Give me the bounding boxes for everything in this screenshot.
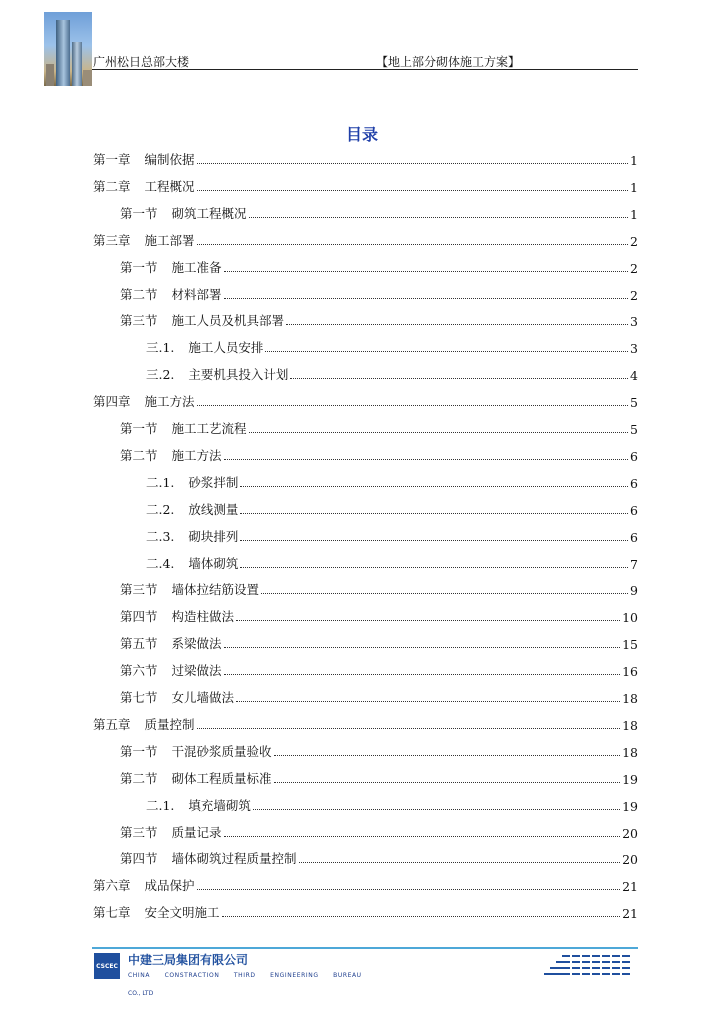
toc-dot-leader (197, 888, 621, 890)
header-divider (92, 69, 638, 70)
toc-dot-leader (274, 781, 621, 783)
toc-entry-number: 第四节 (120, 609, 158, 625)
toc-entry-page: 6 (630, 475, 638, 491)
toc-entry-label (146, 338, 263, 356)
toc-entry-label (120, 849, 297, 867)
toc-dot-leader (236, 619, 620, 621)
toc-entry-page: 18 (622, 691, 638, 706)
toc-entry-label (120, 204, 247, 222)
toc-entry[interactable] (93, 223, 638, 249)
toc-dot-leader (274, 754, 621, 756)
toc-entry-number: 二.1. (146, 797, 175, 813)
toc-entry-label (120, 661, 222, 679)
toc-dot-leader (197, 162, 629, 164)
toc-entry[interactable] (93, 169, 638, 195)
toc-dot-leader (197, 727, 621, 729)
toc-entry-number: 第一节 (120, 421, 158, 436)
toc-entry-title: 质量控制 (144, 716, 195, 732)
toc-entry[interactable] (120, 734, 638, 760)
toc-entry[interactable] (93, 868, 638, 894)
toc-entry-number: 第六章 (93, 878, 131, 894)
toc-entry[interactable] (120, 761, 638, 787)
toc-entry[interactable] (120, 196, 638, 222)
toc-entry-page: 3 (630, 314, 638, 330)
toc-entry-label (93, 150, 195, 168)
toc-entry-title: 施工部署 (144, 232, 195, 248)
toc-entry-number: 二.4. (146, 555, 175, 571)
toc-entry[interactable] (120, 680, 638, 706)
toc-entry-label (146, 796, 251, 814)
toc-entry-number: 三.1. (146, 340, 175, 356)
toc-entry-page: 6 (630, 529, 638, 545)
toc-dot-leader (240, 512, 628, 514)
toc-entry[interactable] (120, 303, 638, 329)
toc-entry-number: 第三章 (93, 232, 131, 248)
toc-entry-page: 21 (622, 906, 638, 922)
toc-entry-title: 墙体砌筑 (188, 555, 239, 571)
toc-entry-label (120, 607, 234, 625)
toc-entry-number: 第七章 (93, 905, 131, 921)
toc-entry-page: 19 (622, 798, 638, 814)
toc-entry[interactable] (146, 546, 638, 572)
toc-entry-title: 材料部署 (171, 286, 222, 302)
toc-entry-page: 9 (630, 583, 638, 599)
toc-entry-title: 施工方法 (171, 447, 222, 463)
toc-dot-leader (265, 350, 628, 352)
toc-entry-label (120, 742, 272, 760)
toc-entry[interactable] (93, 142, 638, 168)
toc-entry-title: 砂浆拌制 (188, 474, 239, 490)
toc-dot-leader (261, 592, 628, 594)
toc-entry-title: 工程概况 (144, 178, 195, 194)
toc-entry-page: 2 (630, 287, 638, 303)
toc-entry-number: 第四节 (120, 851, 158, 867)
toc-entry-number: 第五节 (120, 636, 158, 652)
company-name-en-suffix: CO., LTD (128, 990, 154, 997)
toc-entry-label (120, 258, 222, 276)
company-logo-text: CSCEC (96, 962, 118, 970)
toc-entry-page: 4 (630, 368, 638, 384)
toc-entry-title: 干混砂浆质量验收 (171, 743, 272, 759)
document-title: 【地上部分砌体施工方案】 (376, 55, 521, 69)
toc-entry-label (120, 285, 222, 303)
toc-entry-label (120, 769, 272, 787)
toc-dot-leader (290, 377, 628, 379)
toc-entry-label (120, 446, 222, 464)
toc-dot-leader (253, 808, 620, 810)
toc-entry-label (93, 715, 195, 733)
toc-entry-title: 女儿墙做法 (171, 690, 235, 705)
toc-dot-leader (224, 835, 621, 837)
toc-entry-number: 第二节 (120, 770, 158, 786)
toc-entry-label (93, 392, 195, 410)
toc-entry-label (146, 527, 238, 545)
toc-entry-page: 18 (622, 744, 638, 760)
toc-dot-leader (249, 431, 629, 433)
toc-entry[interactable] (120, 438, 638, 464)
toc-entry-title: 构造柱做法 (171, 609, 235, 625)
toc-entry-title: 施工方法 (144, 394, 195, 410)
toc-entry-title: 系梁做法 (171, 636, 222, 652)
toc-dot-leader (224, 297, 629, 299)
toc-entry-page: 16 (622, 664, 638, 680)
toc-entry-title: 编制依据 (144, 152, 195, 167)
toc-entry-title: 填充墙砌筑 (188, 797, 251, 813)
toc-dot-leader (286, 323, 628, 325)
toc-entry[interactable] (120, 250, 638, 276)
toc-entry-title: 成品保护 (144, 878, 195, 894)
toc-entry-page: 7 (630, 556, 638, 572)
toc-entry-title: 过梁做法 (171, 663, 222, 679)
toc-entry-label (93, 231, 195, 249)
toc-entry-label (93, 876, 195, 894)
toc-entry-page: 18 (622, 717, 638, 733)
toc-entry-number: 第二节 (120, 286, 158, 302)
toc-entry-label (120, 634, 222, 652)
toc-entry[interactable] (120, 277, 638, 303)
toc-entry-number: 第四章 (93, 394, 131, 410)
page-header (0, 0, 724, 90)
toc-dot-leader (224, 458, 629, 460)
toc-entry-title: 施工准备 (171, 259, 222, 275)
toc-entry[interactable] (120, 626, 638, 652)
toc-entry-title: 砌块排列 (188, 528, 239, 544)
toc-entry[interactable] (120, 599, 638, 625)
toc-entry-label (120, 311, 284, 329)
project-name: 广州松日总部大楼 (93, 55, 190, 69)
toc-entry-page: 2 (630, 260, 638, 276)
toc-entry[interactable] (120, 411, 638, 437)
toc-entry[interactable] (146, 492, 638, 518)
toc-entry-label (93, 903, 220, 921)
toc-dot-leader (249, 216, 629, 218)
toc-entry[interactable] (120, 815, 638, 841)
toc-entry-number: 第七节 (120, 690, 158, 705)
toc-entry-number: 二.2. (146, 501, 175, 517)
toc-entry[interactable] (146, 788, 638, 814)
toc-entry-number: 第二章 (93, 178, 131, 194)
company-logo (94, 953, 120, 979)
toc-entry[interactable] (93, 895, 638, 921)
toc-entry-number: 第一节 (120, 205, 158, 221)
toc-entry-number: 第六节 (120, 663, 158, 679)
toc-dot-leader (224, 270, 629, 272)
toc-dot-leader (240, 539, 628, 541)
toc-dot-leader (197, 189, 629, 191)
toc-heading: 目录 (345, 125, 378, 144)
toc-entry-number: 第一章 (93, 152, 131, 167)
toc-entry-number: 第一节 (120, 743, 158, 759)
toc-entry[interactable] (120, 841, 638, 867)
toc-entry-label (120, 419, 247, 437)
toc-dot-leader (240, 485, 628, 487)
toc-dot-leader (236, 700, 620, 702)
toc-entry-label (146, 473, 238, 491)
toc-entry-label (146, 554, 238, 572)
toc-entry-page: 15 (622, 637, 638, 653)
toc-entry-title: 墙体拉结筋设置 (171, 582, 260, 598)
toc-entry-title: 主要机具投入计划 (188, 367, 289, 383)
toc-entry-label (93, 177, 195, 195)
toc-entry[interactable] (146, 357, 638, 383)
toc-entry-page: 20 (622, 825, 638, 841)
toc-dot-leader (240, 566, 628, 568)
toc-entry-label (146, 500, 238, 518)
toc-entry-title: 砌筑工程概况 (171, 205, 247, 221)
toc-entry-page: 20 (622, 852, 638, 868)
building-photo (44, 12, 92, 86)
toc-entry-page: 1 (630, 153, 638, 168)
toc-entry-page: 5 (630, 422, 638, 437)
toc-dot-leader (222, 915, 621, 917)
toc-entry-number: 三.2. (146, 367, 175, 383)
toc-entry[interactable] (93, 384, 638, 410)
toc-entry-page: 1 (630, 179, 638, 195)
toc-entry[interactable] (146, 330, 638, 356)
toc-entry-title: 墙体砌筑过程质量控制 (171, 851, 297, 867)
page-footer (0, 940, 724, 1024)
toc-entry-title: 施工人员安排 (188, 340, 264, 356)
toc-dot-leader (224, 646, 621, 648)
toc-dot-leader (299, 861, 621, 863)
toc-entry-number: 第一节 (120, 259, 158, 275)
toc-entry-label (120, 823, 222, 841)
toc-entry[interactable] (120, 653, 638, 679)
toc-dot-leader (224, 673, 621, 675)
toc-entry-label (120, 688, 234, 706)
toc-entry-label (120, 580, 259, 598)
toc-entry-number: 第三节 (120, 313, 158, 329)
toc-entry[interactable] (93, 707, 638, 733)
toc-entry-number: 第五章 (93, 716, 131, 732)
toc-entry[interactable] (146, 465, 638, 491)
toc-entry-number: 二.3. (146, 528, 175, 544)
toc-entry[interactable] (120, 572, 638, 598)
toc-entry-number: 二.1. (146, 474, 175, 490)
brand-mark-icon (544, 953, 632, 977)
toc-entry-label (146, 365, 288, 383)
toc-entry-page: 5 (630, 395, 638, 411)
toc-entry-page: 3 (630, 341, 638, 357)
toc-entry-title: 施工人员及机具部署 (171, 313, 285, 329)
footer-divider (92, 947, 638, 949)
toc-entry-page: 2 (630, 233, 638, 249)
toc-entry-page: 21 (622, 879, 638, 895)
toc-entry-title: 施工工艺流程 (171, 421, 247, 436)
toc-dot-leader (197, 243, 629, 245)
toc-entry-page: 1 (630, 206, 638, 222)
toc-dot-leader (197, 404, 629, 406)
toc-entry-title: 安全文明施工 (144, 905, 220, 921)
toc-entry-page: 19 (622, 771, 638, 787)
toc-entry-number: 第三节 (120, 824, 158, 840)
toc-entry-title: 质量记录 (171, 824, 222, 840)
toc-entry[interactable] (146, 519, 638, 545)
toc-entry-number: 第二节 (120, 447, 158, 463)
toc-entry-title: 放线测量 (188, 501, 239, 517)
company-name-cn: 中建三局集团有限公司 (128, 953, 249, 967)
toc-entry-page: 10 (622, 610, 638, 626)
toc-entry-page: 6 (630, 448, 638, 464)
toc-entry-title: 砌体工程质量标准 (171, 770, 272, 786)
company-name-en: CHINA CONSTRACTION THIRD ENGINEERING BUREAU (128, 972, 362, 979)
toc-entry-number: 第三节 (120, 582, 158, 598)
toc-entry-page: 6 (630, 502, 638, 518)
